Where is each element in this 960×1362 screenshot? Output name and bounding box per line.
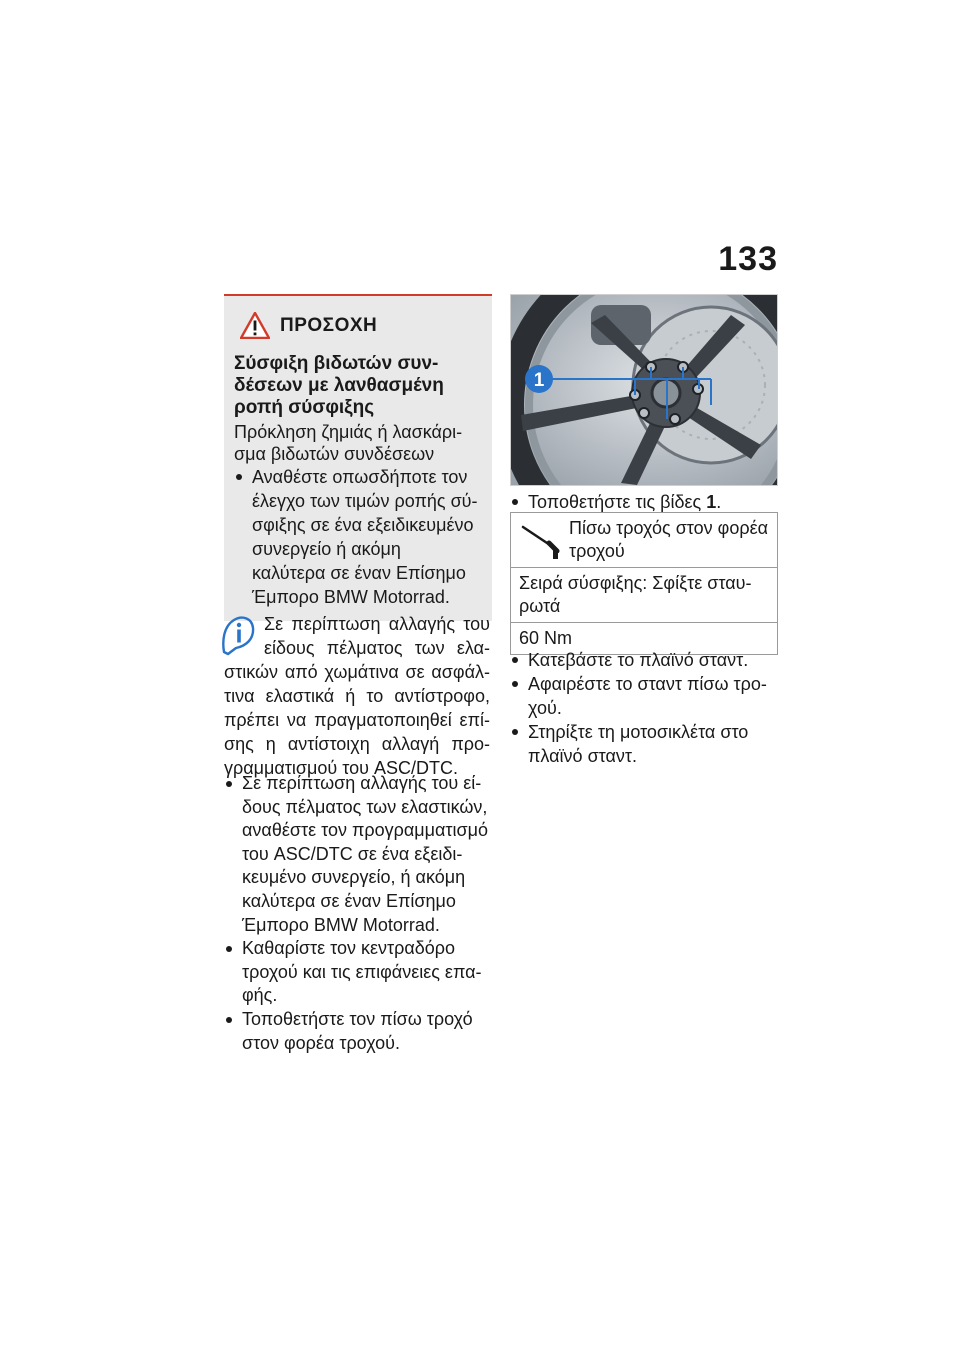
table-row <box>511 568 778 623</box>
list-item: Αναθέστε οπωσδήποτε τον έλεγχο των τιμών ροπής σύ-σφιξης σε ένα εξειδικευμένο συνεργείο ή ακόμη καλύτερα σε έναν Επίσημο Έμπορο BMW Motorrad. <box>234 465 478 609</box>
spec-order: Σειρά σύσφιξης: Σφίξτε σταυ-ρωτά <box>511 568 778 623</box>
warning-title: Σύσφιξη βιδωτών συν-δέσεων με λανθασμένη ροπή σύσφιξης <box>234 353 444 418</box>
table-cell <box>511 513 778 568</box>
info-text: Σε περίπτωση αλλαγής του είδους πέλματος των ελα-στικών από χωμάτινα σε ασφάλ-τινα ελαστικά ή το αντίστροφο, πρέπει να πραγματοποιηθεί επί-σης η αντίστοιχη αλλαγή προ-γραμματισμού του ASC/DTC. <box>224 614 490 778</box>
callout-label: 1 <box>533 370 545 391</box>
right-steps <box>510 648 780 768</box>
list-item: Τοποθετήστε τον πίσω τροχό στον φορέα τροχού. <box>224 1008 494 1055</box>
list-item <box>510 490 780 514</box>
warning-text: Πρόκληση ζημιάς ή λασκάρι-σμα βιδωτών συνδέσεων <box>234 422 463 464</box>
step-suffix: . <box>716 492 722 512</box>
warning-box <box>224 294 492 621</box>
warning-header <box>240 312 478 339</box>
warning-label: ΠΡΟΣΟΧΗ <box>280 314 378 336</box>
list-item: Στηρίξτε τη μοτοσικλέτα στο πλαϊνό σταντ. <box>510 720 780 768</box>
left-steps <box>224 772 494 1055</box>
info-icon <box>220 612 256 656</box>
rear-wheel-figure <box>510 294 778 486</box>
step-ref: 1 <box>706 492 717 512</box>
table-row <box>511 513 778 568</box>
list-item: Καθαρίστε τον κεντραδόρο τροχού και τις επιφάνειες επα-φής. <box>224 937 494 1008</box>
list-item: Σε περίπτωση αλλαγής του εί-δους πέλματος των ελαστικών, αναθέστε τον προγραμματισμό του ASC/DTC σε ένα εξειδι-κευμένο συνεργείο, ή ακόμη καλύτερα σε έναν Επίσημο Έμπορο BMW Motorrad. <box>224 772 494 937</box>
info-note <box>224 612 490 780</box>
torque-spec-table <box>510 512 778 655</box>
warning-triangle-icon <box>240 312 270 339</box>
spec-heading: Πίσω τροχός στον φορέα τροχού <box>569 518 769 561</box>
spec-torque: 60 Nm <box>511 623 778 655</box>
list-item: Κατεβάστε το πλαϊνό σταντ. <box>510 648 780 672</box>
spec-heading-cell <box>519 517 769 563</box>
page-number: 133 <box>718 240 778 278</box>
warning-bullets <box>234 465 478 609</box>
rear-wheel-illustration <box>511 295 778 486</box>
step-text: Τοποθετήστε τις βίδες <box>528 492 702 512</box>
bolt-step <box>510 490 780 514</box>
torque-wrench-icon <box>519 521 563 561</box>
list-item: Αφαιρέστε το σταντ πίσω τρο-χού. <box>510 672 780 720</box>
